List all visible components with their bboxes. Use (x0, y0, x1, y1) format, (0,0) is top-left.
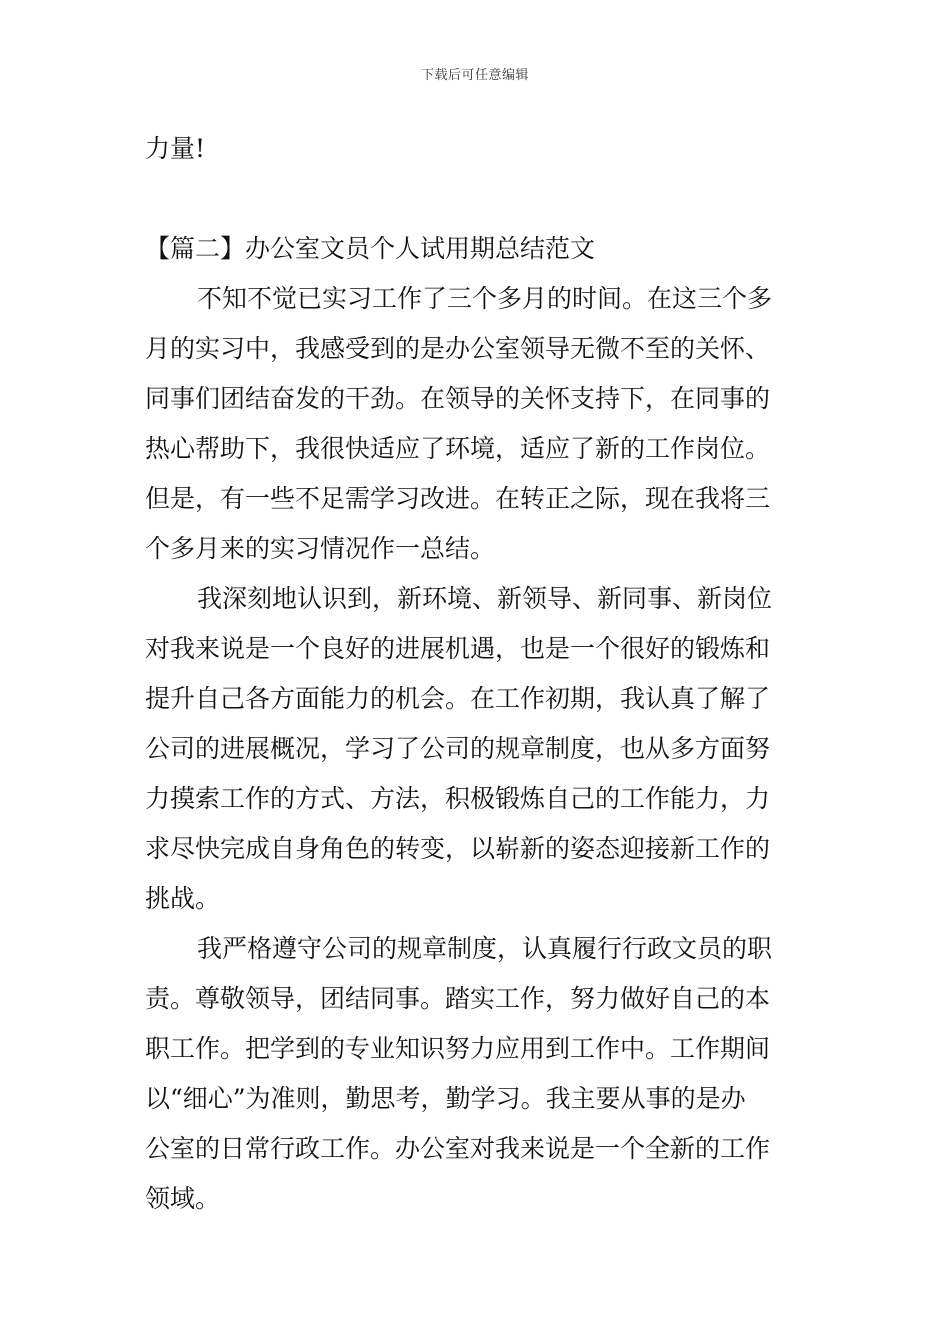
paragraph-line: 公室的日常行政工作。办公室对我来说是一个全新的工作 (145, 1134, 771, 1163)
blank-line (145, 174, 807, 224)
section-title: 【篇二】办公室文员个人试用期总结范文 (145, 234, 596, 263)
paragraph-line: 但是，有一些不足需学习改进。在转正之际，现在我将三 (145, 484, 771, 513)
document-body (145, 124, 807, 1224)
paragraph-line: 我严格遵守公司的规章制度，认真履行行政文员的职 (197, 934, 773, 963)
paragraph-line: 职工作。把学到的专业知识努力应用到工作中。工作期间 (145, 1034, 771, 1063)
paragraph-line: 责。尊敬领导，团结同事。踏实工作，努力做好自己的本 (145, 984, 771, 1013)
paragraph-line: 同事们团结奋发的干劲。在领导的关怀支持下，在同事的 (145, 384, 771, 413)
paragraph-line: 挑战。 (145, 884, 221, 913)
page-header: 下载后可任意编辑 (420, 68, 529, 83)
paragraph-line: 热心帮助下，我很快适应了环境，适应了新的工作岗位。 (145, 434, 771, 463)
lead-line: 力量! (145, 134, 206, 163)
paragraph-1 (145, 274, 807, 574)
paragraph-line: 力摸索工作的方式、方法，积极锻炼自己的工作能力，力 (145, 784, 771, 813)
paragraph-line: 月的实习中，我感受到的是办公室领导无微不至的关怀、 (145, 334, 771, 363)
paragraph-line: 我深刻地认识到，新环境、新领导、新同事、新岗位 (197, 584, 773, 613)
paragraph-line: 提升自己各方面能力的机会。在工作初期，我认真了解了 (145, 684, 771, 713)
paragraph-line: 不知不觉已实习工作了三个多月的时间。在这三个多 (197, 284, 773, 313)
paragraph-line: 对我来说是一个良好的进展机遇，也是一个很好的锻炼和 (145, 634, 771, 663)
paragraph-line: 领域。 (145, 1184, 221, 1213)
paragraph-line: 以“细心”为准则，勤思考，勤学习。我主要从事的是办 (145, 1084, 746, 1113)
paragraph-3 (145, 924, 807, 1224)
paragraph-line: 求尽快完成自身角色的转变，以崭新的姿态迎接新工作的 (145, 834, 771, 863)
paragraph-line: 公司的进展概况，学习了公司的规章制度，也从多方面努 (145, 734, 771, 763)
paragraph-line: 个多月来的实习情况作一总结。 (145, 534, 496, 563)
paragraph-2 (145, 574, 807, 924)
